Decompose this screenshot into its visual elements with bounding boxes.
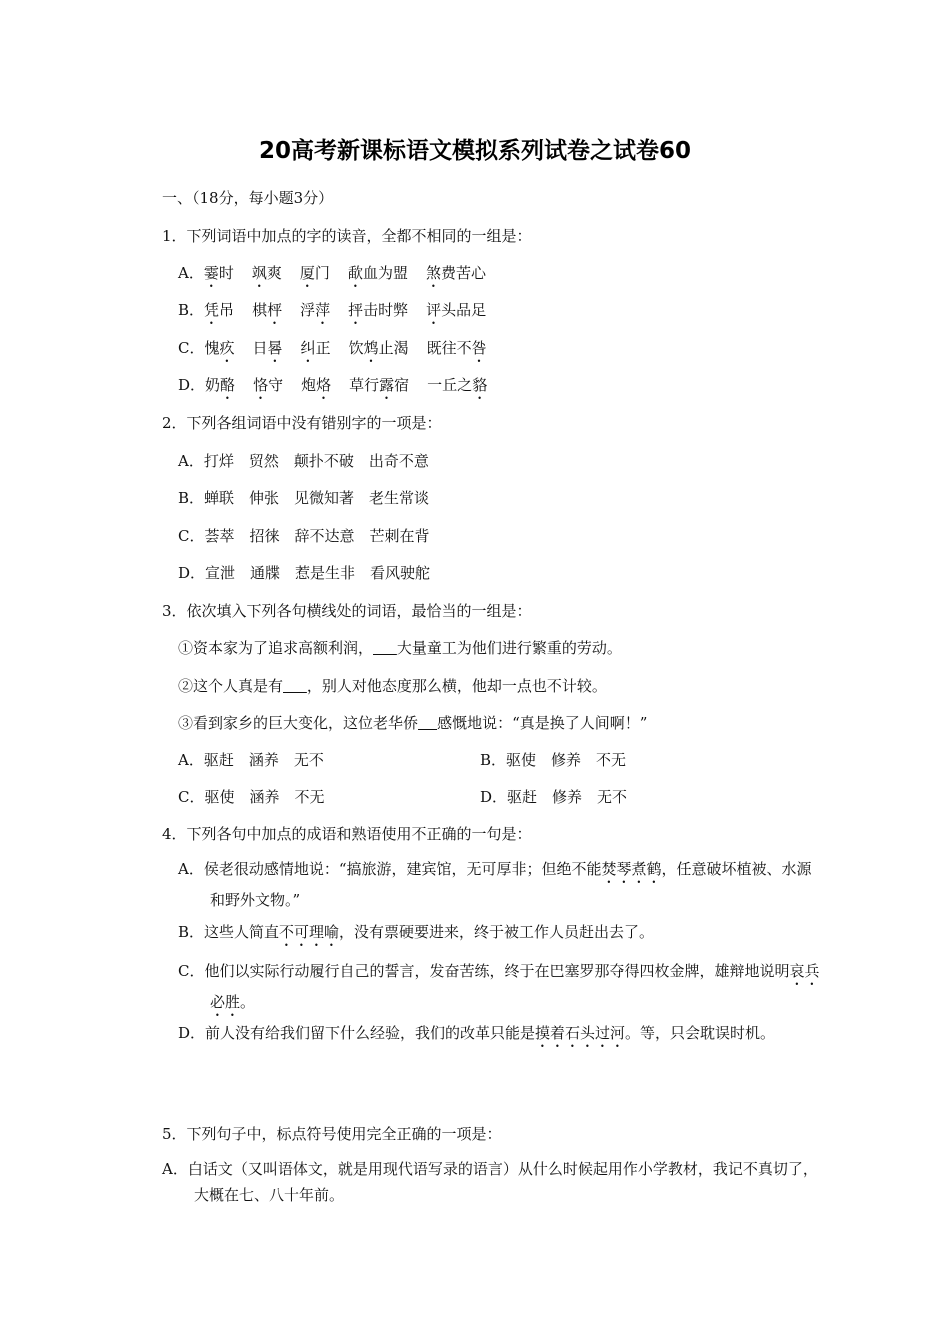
sentence-text: ，没有票硬要进来，终于被工作人员赶出去了。: [339, 923, 655, 941]
word: 抨击时弊: [348, 301, 409, 319]
question-4-stem: 4．下列各句中加点的成语和熟语使用不正确的一句是：: [162, 825, 532, 843]
word: 既往不咎: [426, 339, 487, 357]
section-heading: 一、（18分，每小题3分）: [162, 189, 334, 207]
word: 草行露宿: [349, 376, 410, 394]
word: 浮萍: [300, 301, 331, 319]
question-3-sentence-2: [178, 676, 607, 696]
fill-blank: [283, 677, 307, 695]
word: 煞费苦心: [425, 264, 486, 282]
question-3-sentence-3: [178, 713, 647, 733]
option-label: B．: [178, 301, 205, 319]
word: 恪守: [253, 376, 284, 394]
sentence-text: ，任意破坏植被、水源和野外文物。”: [210, 860, 812, 909]
word: 霎时: [203, 264, 234, 282]
word: 愧疚: [204, 339, 235, 357]
question-3-option-d: D．驱赶 修养 无不: [480, 788, 628, 806]
question-2-stem: 2．下列各组词语中没有错别字的一项是：: [162, 414, 442, 432]
question-5-option-a: A．白话文（又叫语体文，就是用现代语写录的语言）从什么时候起用作小学教材，我记不真切了，大概在七、八十年前。: [162, 1160, 818, 1204]
question-1-option-c: [178, 338, 505, 366]
word: 一丘之貉: [427, 376, 488, 394]
fill-blank: [373, 639, 397, 657]
word: 奶酪: [205, 376, 236, 394]
sentence-text: 大量童工为他们进行繁重的劳动。: [396, 639, 622, 657]
question-2-option-d: D．宣泄 通牒 惹是生非 看风驶舵: [178, 564, 431, 582]
word: 凭吊: [204, 301, 235, 319]
question-3-sentence-1: [178, 638, 622, 658]
question-2-option-b: B．蝉联 伸张 见微知著 老生常谈: [178, 489, 430, 507]
question-1-option-a: [178, 263, 504, 291]
option-label: A．: [178, 264, 204, 282]
question-1-option-d: [178, 375, 505, 403]
fill-blank: [418, 714, 437, 732]
sentence-text: ①资本家为了追求高额利润，: [178, 639, 374, 657]
word: 饮鸩止渴: [348, 339, 409, 357]
question-4-option-d: [146, 1020, 794, 1051]
word: 飒爽: [251, 264, 282, 282]
word: 厦门: [299, 264, 330, 282]
word: 棋枰: [252, 301, 283, 319]
sentence-text: ，别人对他态度那么横，他却一点也不计较。: [306, 677, 607, 695]
question-4-option-a: [178, 856, 826, 913]
question-3-option-c: C．驱使 涵养 不无: [178, 788, 325, 806]
sentence-text: B．这些人简直: [178, 923, 280, 941]
question-3-option-b: B．驱使 修养 不无: [480, 751, 627, 769]
dotted-idiom: 摸着石头过河: [535, 1024, 626, 1042]
dotted-idiom: 不可理喻: [279, 923, 340, 941]
question-2-option-c: C．荟萃 招徕 辞不达意 芒刺在背: [178, 527, 430, 545]
dotted-idiom: 哀兵必胜: [210, 962, 820, 1011]
word: 评头品足: [426, 301, 487, 319]
word: 纠正: [300, 339, 331, 357]
sentence-text: 。: [240, 993, 256, 1011]
question-1-stem: 1．下列词语中加点的字的读音，全都不相同的一组是：: [162, 227, 532, 245]
sentence-text: C．他们以实际行动履行自己的誓言，发奋苦练，终于在巴塞罗那夺得四枚金牌，雄辩地说明: [178, 962, 790, 980]
sentence-text: D．前人没有给我们留下什么经验，我们的改革只能是: [178, 1024, 536, 1042]
page-title: 20高考新课标语文模拟系列试卷之试卷60: [258, 138, 691, 164]
question-2-option-a: A．打烊 贸然 颠扑不破 出奇不意: [178, 452, 429, 470]
dotted-idiom: 焚琴煮鹤: [601, 860, 662, 878]
option-label: C．: [178, 339, 205, 357]
option-label: D．: [178, 376, 206, 394]
word: 日晷: [252, 339, 283, 357]
sentence-text: 感慨地说：“真是换了人间啊！”: [437, 714, 648, 732]
sentence-text: ②这个人真是有: [178, 677, 284, 695]
question-3-stem: 3．依次填入下列各句横线处的词语，最恰当的一组是：: [162, 602, 532, 620]
question-1-option-b: [178, 300, 504, 328]
sentence-text: A．侯老很动感情地说：“搞旅游，建宾馆，无可厚非；但绝不能: [178, 860, 602, 878]
sentence-text: 。等，只会耽误时机。: [625, 1024, 776, 1042]
word: 歃血为盟: [347, 264, 408, 282]
question-5-stem: 5．下列句子中，标点符号使用完全正确的一项是：: [162, 1125, 502, 1143]
question-4-option-b: [178, 922, 654, 950]
word: 炮烙: [301, 376, 332, 394]
question-3-option-a: A．驱赶 涵养 无不: [178, 751, 324, 769]
sentence-text: ③看到家乡的巨大变化，这位老华侨: [178, 714, 419, 732]
question-4-option-c: [178, 958, 826, 1020]
